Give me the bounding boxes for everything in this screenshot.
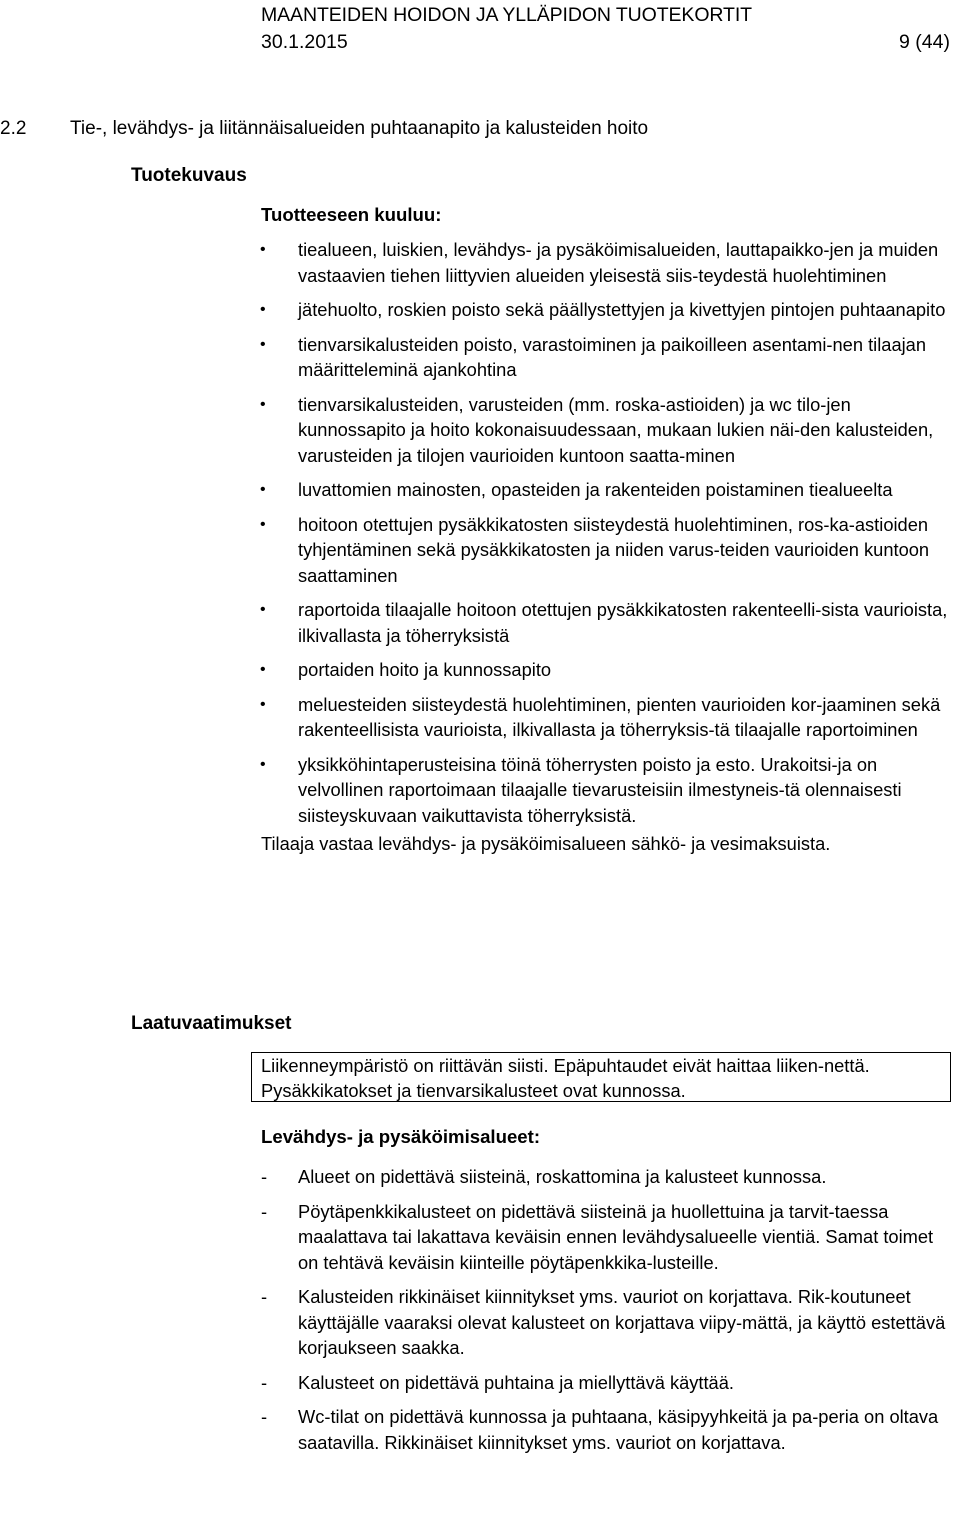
dash-marker: - bbox=[261, 1166, 268, 1187]
dash-marker: - bbox=[261, 1371, 268, 1393]
product-item-list bbox=[261, 237, 951, 828]
list-item: • yksikköhintaperusteisina töinä töherrysten poisto ja esto. Urakoitsi-ja on velvollinen raportoimaan tilaajalle tievarusteisiin ilmestyneis-tä olennaisesti siisteyskuvaan vaikuttavista töherryksistä. bbox=[260, 753, 902, 826]
quality-summary-box: Liikenneympäristö on riittävän siisti. Epäpuhtaudet eivät haittaa liiken-nettä. Pysäkkikatokset ja tienvarsikalusteet ovat kunnossa. bbox=[251, 1052, 951, 1102]
list-item: • tienvarsikalusteiden, varusteiden (mm. roska-astioiden) ja wc tilo-jen kunnossapito ja hoito kokonaisuudessaan, mukaan lukien näi-den kalusteiden, varusteiden ja tilojen vaurioiden kuntoon saatta-minen bbox=[260, 393, 934, 466]
rest-area-heading: Levähdys- ja pysäköimisalueet: bbox=[261, 1126, 541, 1147]
bullet-icon: • bbox=[260, 515, 266, 533]
dash-marker: - bbox=[261, 1200, 268, 1222]
list-item: • luvattomien mainosten, opasteiden ja rakenteiden poistaminen tiealueelta bbox=[261, 477, 951, 503]
list-item: • tiealueen, luiskien, levähdys- ja pysäköimisalueiden, lauttapaikko-jen ja muiden vastaavien tiehen liittyvien alueiden yleisestä siis-teydestä huolehtiminen bbox=[260, 239, 939, 286]
list-item: • hoitoon otettujen pysäkkikatosten siisteydestä huolehtiminen, ros-ka-astioiden tyhjentäminen sekä pysäkkikatosten ja niiden varus-teiden vaurioiden kuntoon saattaminen bbox=[260, 513, 930, 586]
rest-area-requirement-list bbox=[261, 1164, 951, 1455]
document-header-title: MAANTEIDEN HOIDON JA YLLÄPIDON TUOTEKORTIT bbox=[261, 4, 752, 26]
list-item: • raportoida tilaajalle hoitoon otettujen pysäkkikatosten rakenteelli-sista vaurioista, ilkivallasta ja töherryksistä bbox=[260, 599, 948, 646]
bullet-icon: • bbox=[260, 395, 266, 413]
label-laatuvaatimukset: Laatuvaatimukset bbox=[131, 1013, 292, 1034]
list-item: - Alueet on pidettävä siisteinä, roskattomina ja kalusteet kunnossa. bbox=[261, 1164, 951, 1190]
label-tuotekuvaus: Tuotekuvaus bbox=[131, 165, 247, 186]
section-title: Tie-, levähdys- ja liitännäisalueiden puhtaanapito ja kalusteiden hoito bbox=[70, 118, 649, 139]
section-number: 2.2 bbox=[0, 118, 27, 139]
product-heading: Tuotteeseen kuuluu: bbox=[261, 204, 442, 225]
document-date: 30.1.2015 bbox=[261, 31, 348, 53]
bullet-icon: • bbox=[260, 661, 266, 678]
bullet-icon: • bbox=[260, 481, 266, 498]
list-item: • portaiden hoito ja kunnossapito bbox=[261, 657, 951, 683]
bullet-icon: • bbox=[260, 301, 266, 318]
bullet-icon: • bbox=[260, 601, 266, 618]
bullet-icon: • bbox=[260, 335, 266, 353]
dash-marker: - bbox=[261, 1406, 268, 1427]
closing-paragraph: Tilaaja vastaa levähdys- ja pysäköimisalueen sähkö- ja vesimaksuista. bbox=[261, 833, 831, 854]
list-item: - Kalusteiden rikkinäiset kiinnitykset yms. vauriot on korjattava. Rik-koutuneet käyttäjälle vaaraksi olevat kalusteet on korjattava viipy-mättä, ja käyttö estettävä korjaukseen saakka. bbox=[261, 1286, 946, 1358]
list-item: - Wc-tilat on pidettävä kunnossa ja puhtaana, käsipyyhkeitä ja pa-peria on oltava saatavilla. Rikkinäiset kiinnitykset yms. vauriot on korjattava. bbox=[261, 1406, 939, 1453]
page-number: 9 (44) bbox=[899, 31, 950, 53]
dash-marker: - bbox=[261, 1286, 268, 1307]
list-item: - Kalusteet on pidettävä puhtaina ja miellyttävä käyttää. bbox=[261, 1370, 951, 1396]
product-description bbox=[261, 203, 951, 857]
list-item: • tienvarsikalusteiden poisto, varastoiminen ja paikoilleen asentami-nen tilaajan määritteleminä ajankohtina bbox=[260, 333, 927, 380]
list-item: • meluesteiden siisteydestä huolehtiminen, pienten vaurioiden kor-jaaminen sekä rakenteellisista vaurioista, ilkivallasta ja töherryksis-tä tilaajalle raportoiminen bbox=[260, 693, 941, 740]
list-item: - Pöytäpenkkikalusteet on pidettävä siisteinä ja huollettuina ja tarvit-taessa maalattava tai lakattava keväisin ennen levähdysalueelle vientiä. Samat toimet on tehtävä keväisin kiinteille pöytäpenkkika-lusteille. bbox=[261, 1200, 934, 1273]
quality-requirements bbox=[261, 1125, 951, 1455]
bullet-icon: • bbox=[260, 755, 266, 773]
bullet-icon: • bbox=[260, 695, 266, 713]
bullet-icon: • bbox=[260, 241, 266, 258]
list-item: • jätehuolto, roskien poisto sekä päällystettyjen ja kivettyjen pintojen puhtaanapito bbox=[261, 297, 951, 323]
